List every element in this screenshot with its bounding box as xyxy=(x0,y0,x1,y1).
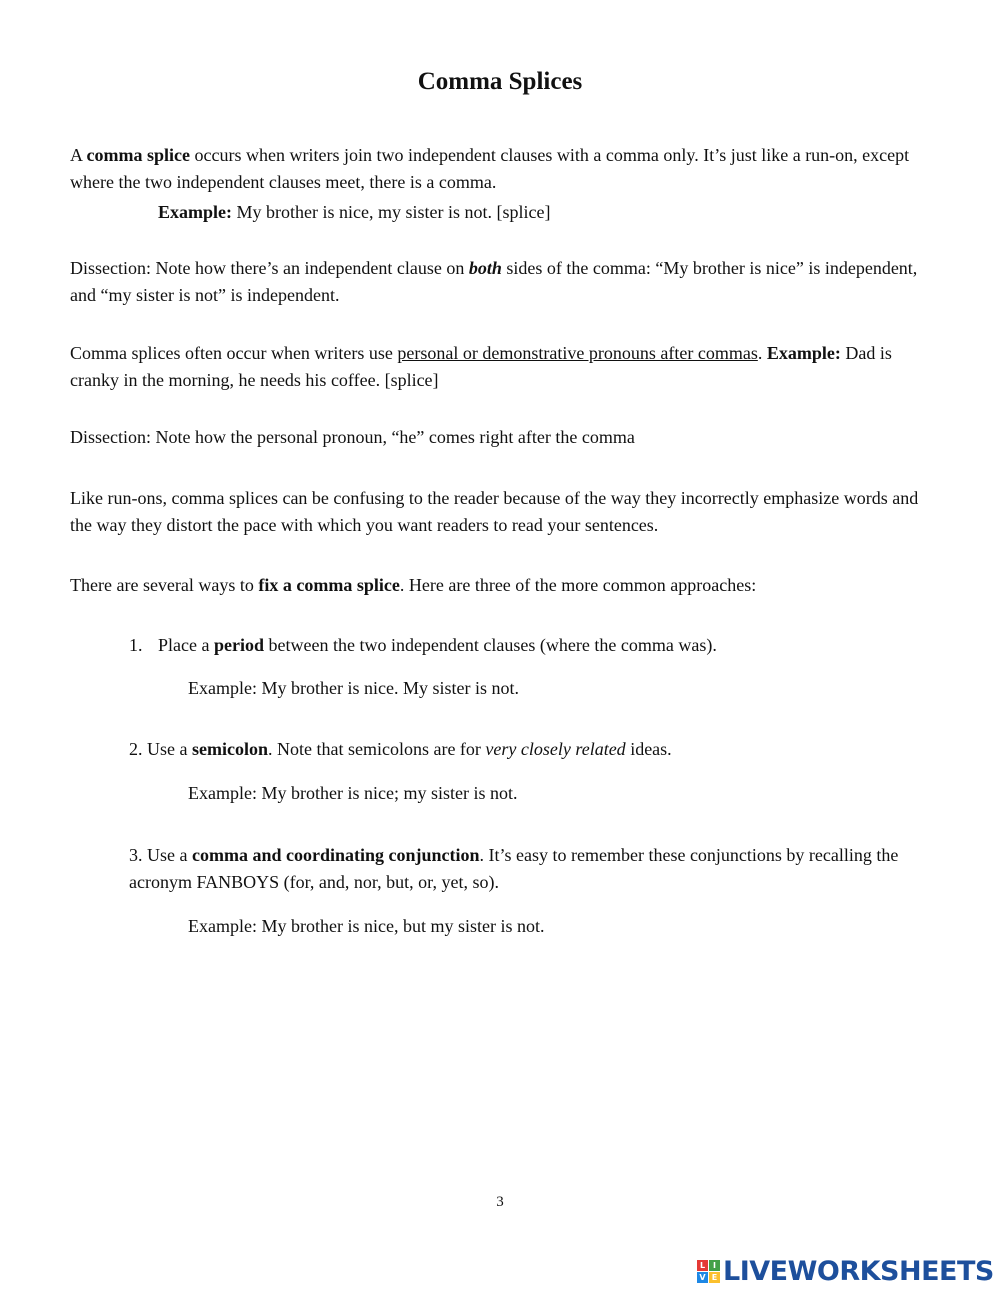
dissection-pronoun-paragraph: Dissection: Note how the personal pronoun, “he” comes right after the comma xyxy=(70,427,635,447)
fix-intro-paragraph xyxy=(70,572,920,599)
list-item-3 xyxy=(129,842,919,896)
bold-term: period xyxy=(213,635,264,655)
text: Dissection: Note how there’s an independent clause on xyxy=(70,258,469,278)
liveworksheets-logo-text: LIVEWORKSHEETS xyxy=(723,1255,994,1287)
text: . xyxy=(757,343,767,363)
bold-term: fix a comma splice xyxy=(258,575,400,595)
text: 3. Use a xyxy=(129,845,192,865)
logo-tile: E xyxy=(709,1272,720,1283)
bold-italic-term: both xyxy=(468,258,502,278)
text: ideas. xyxy=(625,739,672,759)
example-text: My brother is nice, my sister is not. [splice] xyxy=(232,202,551,222)
bold-term: comma splice xyxy=(86,145,190,165)
text: . Note that semicolons are for xyxy=(267,739,486,759)
text: Comma splices often occur when writers use xyxy=(70,343,398,363)
text: There are several ways to xyxy=(70,575,259,595)
list-item-2-example: Example: My brother is nice; my sister is not. xyxy=(188,783,518,803)
text: sides of the comma: “My brother is nice” is independent, and “my sister is not” is independent. xyxy=(70,258,918,305)
dissection-paragraph xyxy=(70,255,920,309)
text: occurs when writers join two independent clauses with a comma only. It’s just like a run-on, except where the two independent clauses meet, there is a comma. xyxy=(70,145,910,192)
italic-phrase: very closely related xyxy=(485,739,626,759)
logo-tile: I xyxy=(709,1260,720,1271)
text: Dad is cranky in the morning, he needs his coffee. [splice] xyxy=(70,343,892,390)
text: A xyxy=(70,145,87,165)
logo-tile: V xyxy=(697,1272,708,1283)
text: . It’s easy to remember these conjunctions by recalling the acronym FANBOYS (for, and, nor, but, or, yet, so). xyxy=(129,845,899,892)
liveworksheets-logo[interactable] xyxy=(697,1255,994,1287)
page-title: Comma Splices xyxy=(417,68,583,95)
list-item-3-example: Example: My brother is nice, but my sister is not. xyxy=(188,916,545,936)
list-item-1 xyxy=(129,632,919,659)
liveworksheets-logo-icon xyxy=(697,1260,720,1283)
example-label: Example: xyxy=(158,202,232,222)
bold-term: comma and coordinating conjunction xyxy=(191,845,480,865)
text: 2. Use a xyxy=(129,739,192,759)
pronoun-paragraph xyxy=(70,340,920,394)
runons-paragraph: Like run-ons, comma splices can be confusing to the reader because of the way they incorrectly emphasize words and the way they distort the pace with which you want readers to read your sentences. xyxy=(70,488,919,535)
logo-tile: L xyxy=(697,1260,708,1271)
list-item-2 xyxy=(129,736,919,763)
list-number: 1. xyxy=(129,635,143,655)
bold-term: semicolon xyxy=(191,739,268,759)
text: between the two independent clauses (where the comma was). xyxy=(263,635,717,655)
text: . Here are three of the more common approaches: xyxy=(399,575,757,595)
underlined-phrase: personal or demonstrative pronouns after commas xyxy=(397,343,758,363)
list-item-1-example: Example: My brother is nice. My sister is not. xyxy=(188,678,519,698)
definition-paragraph xyxy=(70,142,920,196)
text: Place a xyxy=(158,635,214,655)
example-label: Example: xyxy=(766,343,841,363)
example-splice xyxy=(158,199,918,226)
page-number: 3 xyxy=(496,1194,504,1210)
